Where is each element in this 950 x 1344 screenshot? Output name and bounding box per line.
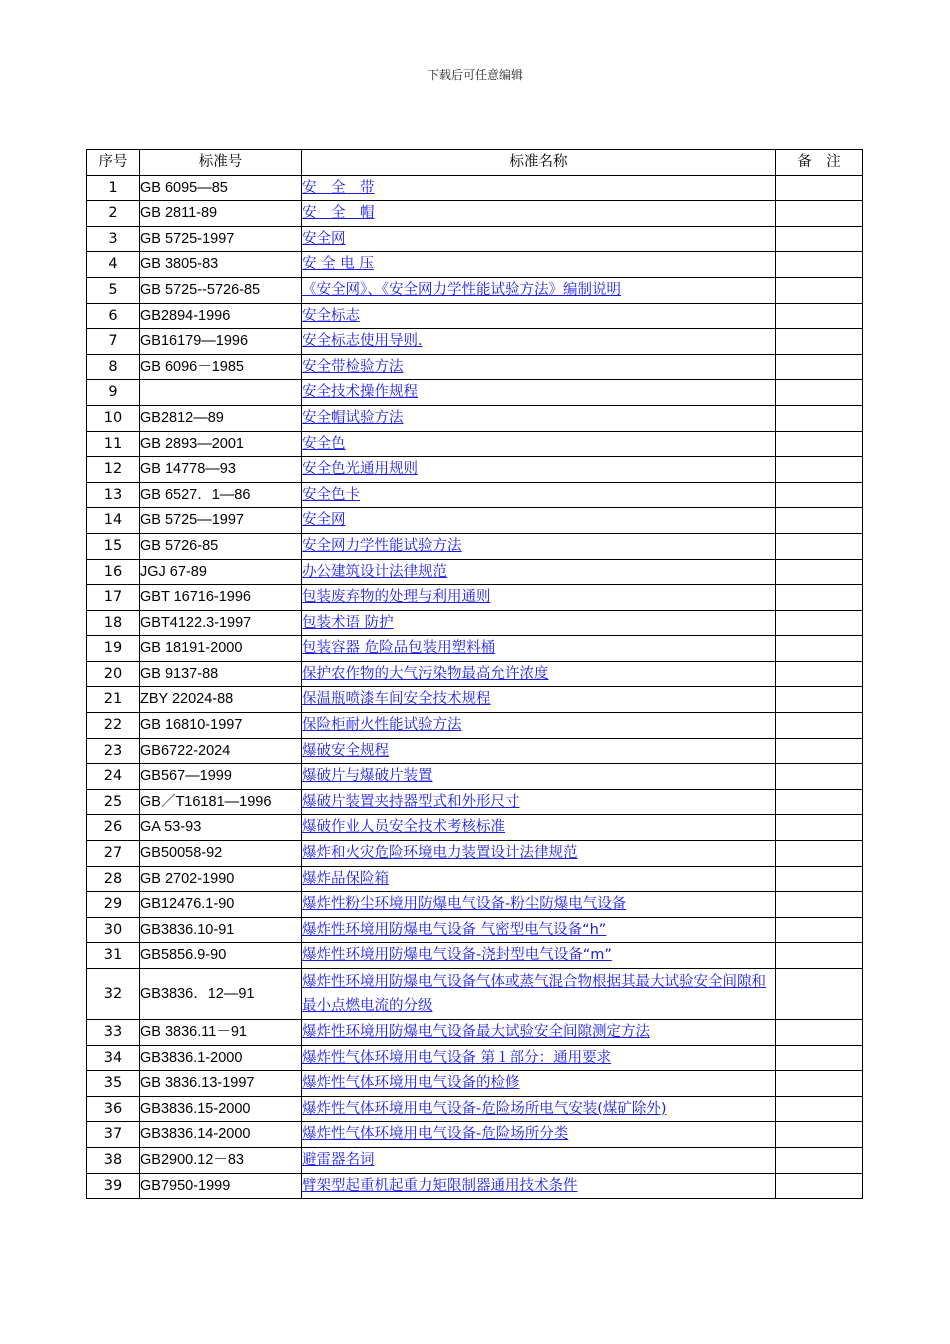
standard-name-link[interactable]: 爆破片装置夹持器型式和外形尺寸 <box>302 793 520 810</box>
table-row <box>87 405 863 431</box>
standard-name-link[interactable]: 安 全 电 压 <box>302 256 374 273</box>
standard-name-cell <box>302 789 776 815</box>
row-index: 32 <box>87 969 140 1020</box>
standard-code: GB3836．12—91 <box>140 969 302 1020</box>
standard-name-link[interactable]: 安全技术操作规程 <box>302 384 418 401</box>
standard-name-link[interactable]: 安全网 <box>302 230 346 247</box>
row-index: 15 <box>87 533 140 559</box>
table-row <box>87 713 863 739</box>
standard-name-cell <box>302 277 776 303</box>
standard-name-cell <box>302 661 776 687</box>
standard-name-link[interactable]: 安全色卡 <box>302 486 360 503</box>
standard-code: GA 53-93 <box>140 815 302 841</box>
row-index: 7 <box>87 329 140 355</box>
note-cell <box>776 610 863 636</box>
table-row <box>87 201 863 227</box>
note-cell <box>776 866 863 892</box>
standard-code: GB 14778—93 <box>140 457 302 483</box>
note-cell <box>776 380 863 406</box>
note-cell <box>776 354 863 380</box>
row-index: 37 <box>87 1122 140 1148</box>
standard-name-cell <box>302 969 776 1020</box>
table-row <box>87 943 863 969</box>
row-index: 22 <box>87 713 140 739</box>
note-cell <box>776 201 863 227</box>
standard-code: GB7950-1999 <box>140 1173 302 1199</box>
row-index: 11 <box>87 431 140 457</box>
standard-code: GB5856.9-90 <box>140 943 302 969</box>
standard-code: GB 2893—2001 <box>140 431 302 457</box>
note-cell <box>776 969 863 1020</box>
note-cell <box>776 661 863 687</box>
table-row <box>87 917 863 943</box>
standard-name-link[interactable]: 安 全 帽 <box>302 205 375 222</box>
standard-name-link[interactable]: 爆炸和火灾危险环境电力装置设计法律规范 <box>302 845 578 862</box>
table-row <box>87 457 863 483</box>
note-cell <box>776 841 863 867</box>
standard-name-link[interactable]: 爆破安全规程 <box>302 742 389 759</box>
standard-name-cell <box>302 738 776 764</box>
row-index: 29 <box>87 892 140 918</box>
standard-name-link[interactable]: 爆炸性环境用防爆电气设备气体或蒸气混合物根据其最大试验安全间隙和最小点燃电流的分级 <box>302 974 766 1014</box>
row-index: 5 <box>87 277 140 303</box>
table-row <box>87 687 863 713</box>
standard-code: GBT 16716-1996 <box>140 585 302 611</box>
standard-name-cell <box>302 201 776 227</box>
row-index: 23 <box>87 738 140 764</box>
note-cell <box>776 1122 863 1148</box>
standard-name-link[interactable]: 包装废弃物的处理与利用通则 <box>302 589 491 606</box>
table-row <box>87 252 863 278</box>
table-row <box>87 610 863 636</box>
row-index: 9 <box>87 380 140 406</box>
row-index: 2 <box>87 201 140 227</box>
standard-code: GB 6096－1985 <box>140 354 302 380</box>
row-index: 33 <box>87 1020 140 1046</box>
row-index: 3 <box>87 226 140 252</box>
row-index: 24 <box>87 764 140 790</box>
row-index: 36 <box>87 1096 140 1122</box>
standard-name-cell <box>302 329 776 355</box>
note-cell <box>776 789 863 815</box>
row-index: 25 <box>87 789 140 815</box>
note-cell <box>776 1173 863 1199</box>
standard-name-cell <box>302 892 776 918</box>
row-index: 30 <box>87 917 140 943</box>
standard-name-link[interactable]: 爆炸性环境用防爆电气设备 气密型电气设备“h” <box>302 921 607 938</box>
standard-name-link[interactable]: 爆破片与爆破片装置 <box>302 768 433 785</box>
standard-code: GB 16810-1997 <box>140 713 302 739</box>
standard-code: GB 3805-83 <box>140 252 302 278</box>
standards-table <box>86 149 863 1199</box>
note-cell <box>776 277 863 303</box>
standard-code: GB 3836.13-1997 <box>140 1071 302 1097</box>
note-cell <box>776 585 863 611</box>
standard-name-cell <box>302 1045 776 1071</box>
table-row <box>87 559 863 585</box>
standard-code: GB3836.14-2000 <box>140 1122 302 1148</box>
standard-name-cell <box>302 1173 776 1199</box>
note-cell <box>776 713 863 739</box>
note-cell <box>776 917 863 943</box>
standard-name-link[interactable]: 爆炸性气体环境用电气设备的检修 <box>302 1075 520 1092</box>
standard-name-link[interactable]: 安全网力学性能试验方法 <box>302 537 462 554</box>
standard-name-link[interactable]: 包装术语 防护 <box>302 614 394 631</box>
table-row <box>87 1173 863 1199</box>
standard-code: ZBY 22024-88 <box>140 687 302 713</box>
standard-name-cell <box>302 457 776 483</box>
standard-name-cell <box>302 226 776 252</box>
standard-name-cell <box>302 815 776 841</box>
standard-name-link[interactable]: 安全帽试验方法 <box>302 409 404 426</box>
standard-code: GB 9137-88 <box>140 661 302 687</box>
standard-code: GB 6527．1—86 <box>140 482 302 508</box>
standard-name-cell <box>302 585 776 611</box>
standard-code: GB 5726-85 <box>140 533 302 559</box>
standard-name-cell <box>302 354 776 380</box>
table-row <box>87 764 863 790</box>
standard-code: GB16179—1996 <box>140 329 302 355</box>
standard-name-cell <box>302 713 776 739</box>
table-row <box>87 815 863 841</box>
standard-name-link[interactable]: 安全色光通用规则 <box>302 461 418 478</box>
standard-name-link[interactable]: 爆炸性粉尘环境用防爆电气设备-粉尘防爆电气设备 <box>302 896 627 913</box>
note-cell <box>776 1045 863 1071</box>
standard-name-cell <box>302 943 776 969</box>
standard-name-cell <box>302 1071 776 1097</box>
row-index: 6 <box>87 303 140 329</box>
standard-code: GB2812—89 <box>140 405 302 431</box>
standard-name-cell <box>302 380 776 406</box>
table-row <box>87 533 863 559</box>
column-header-name: 标准名称 <box>302 150 776 176</box>
note-cell <box>776 329 863 355</box>
table-row <box>87 1020 863 1046</box>
row-index: 38 <box>87 1147 140 1173</box>
standard-code: GB 5725-1997 <box>140 226 302 252</box>
standard-code: JGJ 67-89 <box>140 559 302 585</box>
row-index: 16 <box>87 559 140 585</box>
standard-name-link[interactable]: 保险柜耐火性能试验方法 <box>302 717 462 734</box>
note-cell <box>776 892 863 918</box>
row-index: 35 <box>87 1071 140 1097</box>
standard-name-link[interactable]: 保温瓶喷漆车间安全技术规程 <box>302 691 491 708</box>
standard-name-link[interactable]: 安全标志 <box>302 307 360 324</box>
standard-name-link[interactable]: 《安全网》、《安全网力学性能试验方法》编制说明 <box>302 281 621 298</box>
standard-code: GB 6095—85 <box>140 175 302 201</box>
standard-name-cell <box>302 303 776 329</box>
standard-name-cell <box>302 405 776 431</box>
row-index: 18 <box>87 610 140 636</box>
table-row <box>87 431 863 457</box>
table-header-row <box>87 150 863 176</box>
row-index: 34 <box>87 1045 140 1071</box>
standard-code: GB3836.1-2000 <box>140 1045 302 1071</box>
note-cell <box>776 405 863 431</box>
standard-name-link[interactable]: 安全标志使用导则. <box>302 333 423 350</box>
standard-name-link[interactable]: 安全网 <box>302 512 346 529</box>
standard-name-link[interactable]: 爆炸性气体环境用电气设备-危险场所分类 <box>302 1126 569 1143</box>
table-row <box>87 380 863 406</box>
standard-name-cell <box>302 610 776 636</box>
row-index: 27 <box>87 841 140 867</box>
row-index: 10 <box>87 405 140 431</box>
note-cell <box>776 508 863 534</box>
standard-name-cell <box>302 1122 776 1148</box>
table-row <box>87 866 863 892</box>
table-row <box>87 661 863 687</box>
standard-code: GB 2702-1990 <box>140 866 302 892</box>
standard-code: GB 5725--5726-85 <box>140 277 302 303</box>
table-row <box>87 1045 863 1071</box>
column-header-note: 备 注 <box>776 150 863 176</box>
standard-name-cell <box>302 1147 776 1173</box>
standard-name-link[interactable]: 爆炸性气体环境用电气设备-危险场所电气安装(煤矿除外) <box>302 1100 667 1117</box>
standard-code: GB3836.15-2000 <box>140 1096 302 1122</box>
row-index: 39 <box>87 1173 140 1199</box>
row-index: 21 <box>87 687 140 713</box>
standard-code: GB 2811-89 <box>140 201 302 227</box>
standard-code: GB 5725—1997 <box>140 508 302 534</box>
note-cell <box>776 1147 863 1173</box>
note-cell <box>776 457 863 483</box>
row-index: 13 <box>87 482 140 508</box>
table-row <box>87 636 863 662</box>
standard-name-cell <box>302 1096 776 1122</box>
note-cell <box>776 252 863 278</box>
row-index: 20 <box>87 661 140 687</box>
row-index: 14 <box>87 508 140 534</box>
standard-name-link[interactable]: 避雷器名词 <box>302 1151 375 1168</box>
row-index: 12 <box>87 457 140 483</box>
standard-name-cell <box>302 482 776 508</box>
table-row <box>87 892 863 918</box>
table-row <box>87 354 863 380</box>
note-cell <box>776 226 863 252</box>
standard-name-link[interactable]: 爆炸性环境用防爆电气设备最大试验安全间隙测定方法 <box>302 1024 650 1040</box>
standard-name-link[interactable]: 办公建筑设计法律规范 <box>302 563 447 580</box>
table-row <box>87 175 863 201</box>
standard-name-link[interactable]: 臂架型起重机起重力矩限制器通用技术条件 <box>302 1177 578 1194</box>
standard-code: GB12476.1-90 <box>140 892 302 918</box>
standard-name-link[interactable]: 安全色 <box>302 435 346 452</box>
column-header-index: 序号 <box>87 150 140 176</box>
table-row <box>87 329 863 355</box>
note-cell <box>776 303 863 329</box>
table-row <box>87 508 863 534</box>
standard-name-cell <box>302 866 776 892</box>
row-index: 31 <box>87 943 140 969</box>
note-cell <box>776 482 863 508</box>
note-cell <box>776 431 863 457</box>
standard-name-link[interactable]: 包装容器 危险品包装用塑料桶 <box>302 640 496 657</box>
note-cell <box>776 1096 863 1122</box>
note-cell <box>776 687 863 713</box>
standard-code: GB567—1999 <box>140 764 302 790</box>
standard-name-cell <box>302 559 776 585</box>
standard-code <box>140 380 302 406</box>
note-cell <box>776 815 863 841</box>
note-cell <box>776 764 863 790</box>
standard-code: GB50058-92 <box>140 841 302 867</box>
row-index: 17 <box>87 585 140 611</box>
standard-name-link[interactable]: 爆炸品保险箱 <box>302 870 389 887</box>
standard-code: GB／T16181—1996 <box>140 789 302 815</box>
standard-code: GB2900.12－83 <box>140 1147 302 1173</box>
note-cell <box>776 559 863 585</box>
standard-name-cell <box>302 175 776 201</box>
standard-name-link[interactable]: 爆炸性气体环境用电气设备 第１部分：通用要求 <box>302 1049 612 1066</box>
note-cell <box>776 533 863 559</box>
standard-name-cell <box>302 1020 776 1046</box>
row-index: 28 <box>87 866 140 892</box>
standard-name-cell <box>302 431 776 457</box>
table-row <box>87 277 863 303</box>
row-index: 1 <box>87 175 140 201</box>
standard-name-link[interactable]: 爆炸性环境用防爆电气设备-浇封型电气设备“m” <box>302 947 612 964</box>
note-cell <box>776 175 863 201</box>
standard-code: GB2894-1996 <box>140 303 302 329</box>
standard-name-cell <box>302 252 776 278</box>
table-row <box>87 789 863 815</box>
standard-name-link[interactable]: 安 全 带 <box>302 179 375 196</box>
page-header: 下载后可任意编辑 <box>426 68 523 82</box>
table-row <box>87 482 863 508</box>
standard-name-cell <box>302 533 776 559</box>
table-row <box>87 969 863 1020</box>
standard-name-link[interactable]: 保护农作物的大气污染物最高允许浓度 <box>302 665 549 682</box>
note-cell <box>776 636 863 662</box>
table-row <box>87 226 863 252</box>
table-row <box>87 585 863 611</box>
standard-name-cell <box>302 687 776 713</box>
standard-code: GB 3836.11－91 <box>140 1020 302 1046</box>
row-index: 8 <box>87 354 140 380</box>
standard-name-cell <box>302 508 776 534</box>
row-index: 19 <box>87 636 140 662</box>
standard-code: GBT4122.3-1997 <box>140 610 302 636</box>
standard-name-cell <box>302 841 776 867</box>
standard-name-cell <box>302 917 776 943</box>
standard-code: GB6722-2024 <box>140 738 302 764</box>
standard-name-link[interactable]: 爆破作业人员安全技术考核标准 <box>302 819 505 836</box>
table-row <box>87 841 863 867</box>
standard-name-link[interactable]: 安全带检验方法 <box>302 358 404 375</box>
row-index: 26 <box>87 815 140 841</box>
note-cell <box>776 1071 863 1097</box>
note-cell <box>776 1020 863 1046</box>
standard-code: GB 18191-2000 <box>140 636 302 662</box>
table-row <box>87 1071 863 1097</box>
column-header-code: 标准号 <box>140 150 302 176</box>
note-cell <box>776 738 863 764</box>
row-index: 4 <box>87 252 140 278</box>
standard-name-cell <box>302 636 776 662</box>
table-row <box>87 1096 863 1122</box>
standard-name-cell <box>302 764 776 790</box>
table-row <box>87 738 863 764</box>
standard-code: GB3836.10-91 <box>140 917 302 943</box>
table-row <box>87 1122 863 1148</box>
note-cell <box>776 943 863 969</box>
table-row <box>87 303 863 329</box>
table-row <box>87 1147 863 1173</box>
